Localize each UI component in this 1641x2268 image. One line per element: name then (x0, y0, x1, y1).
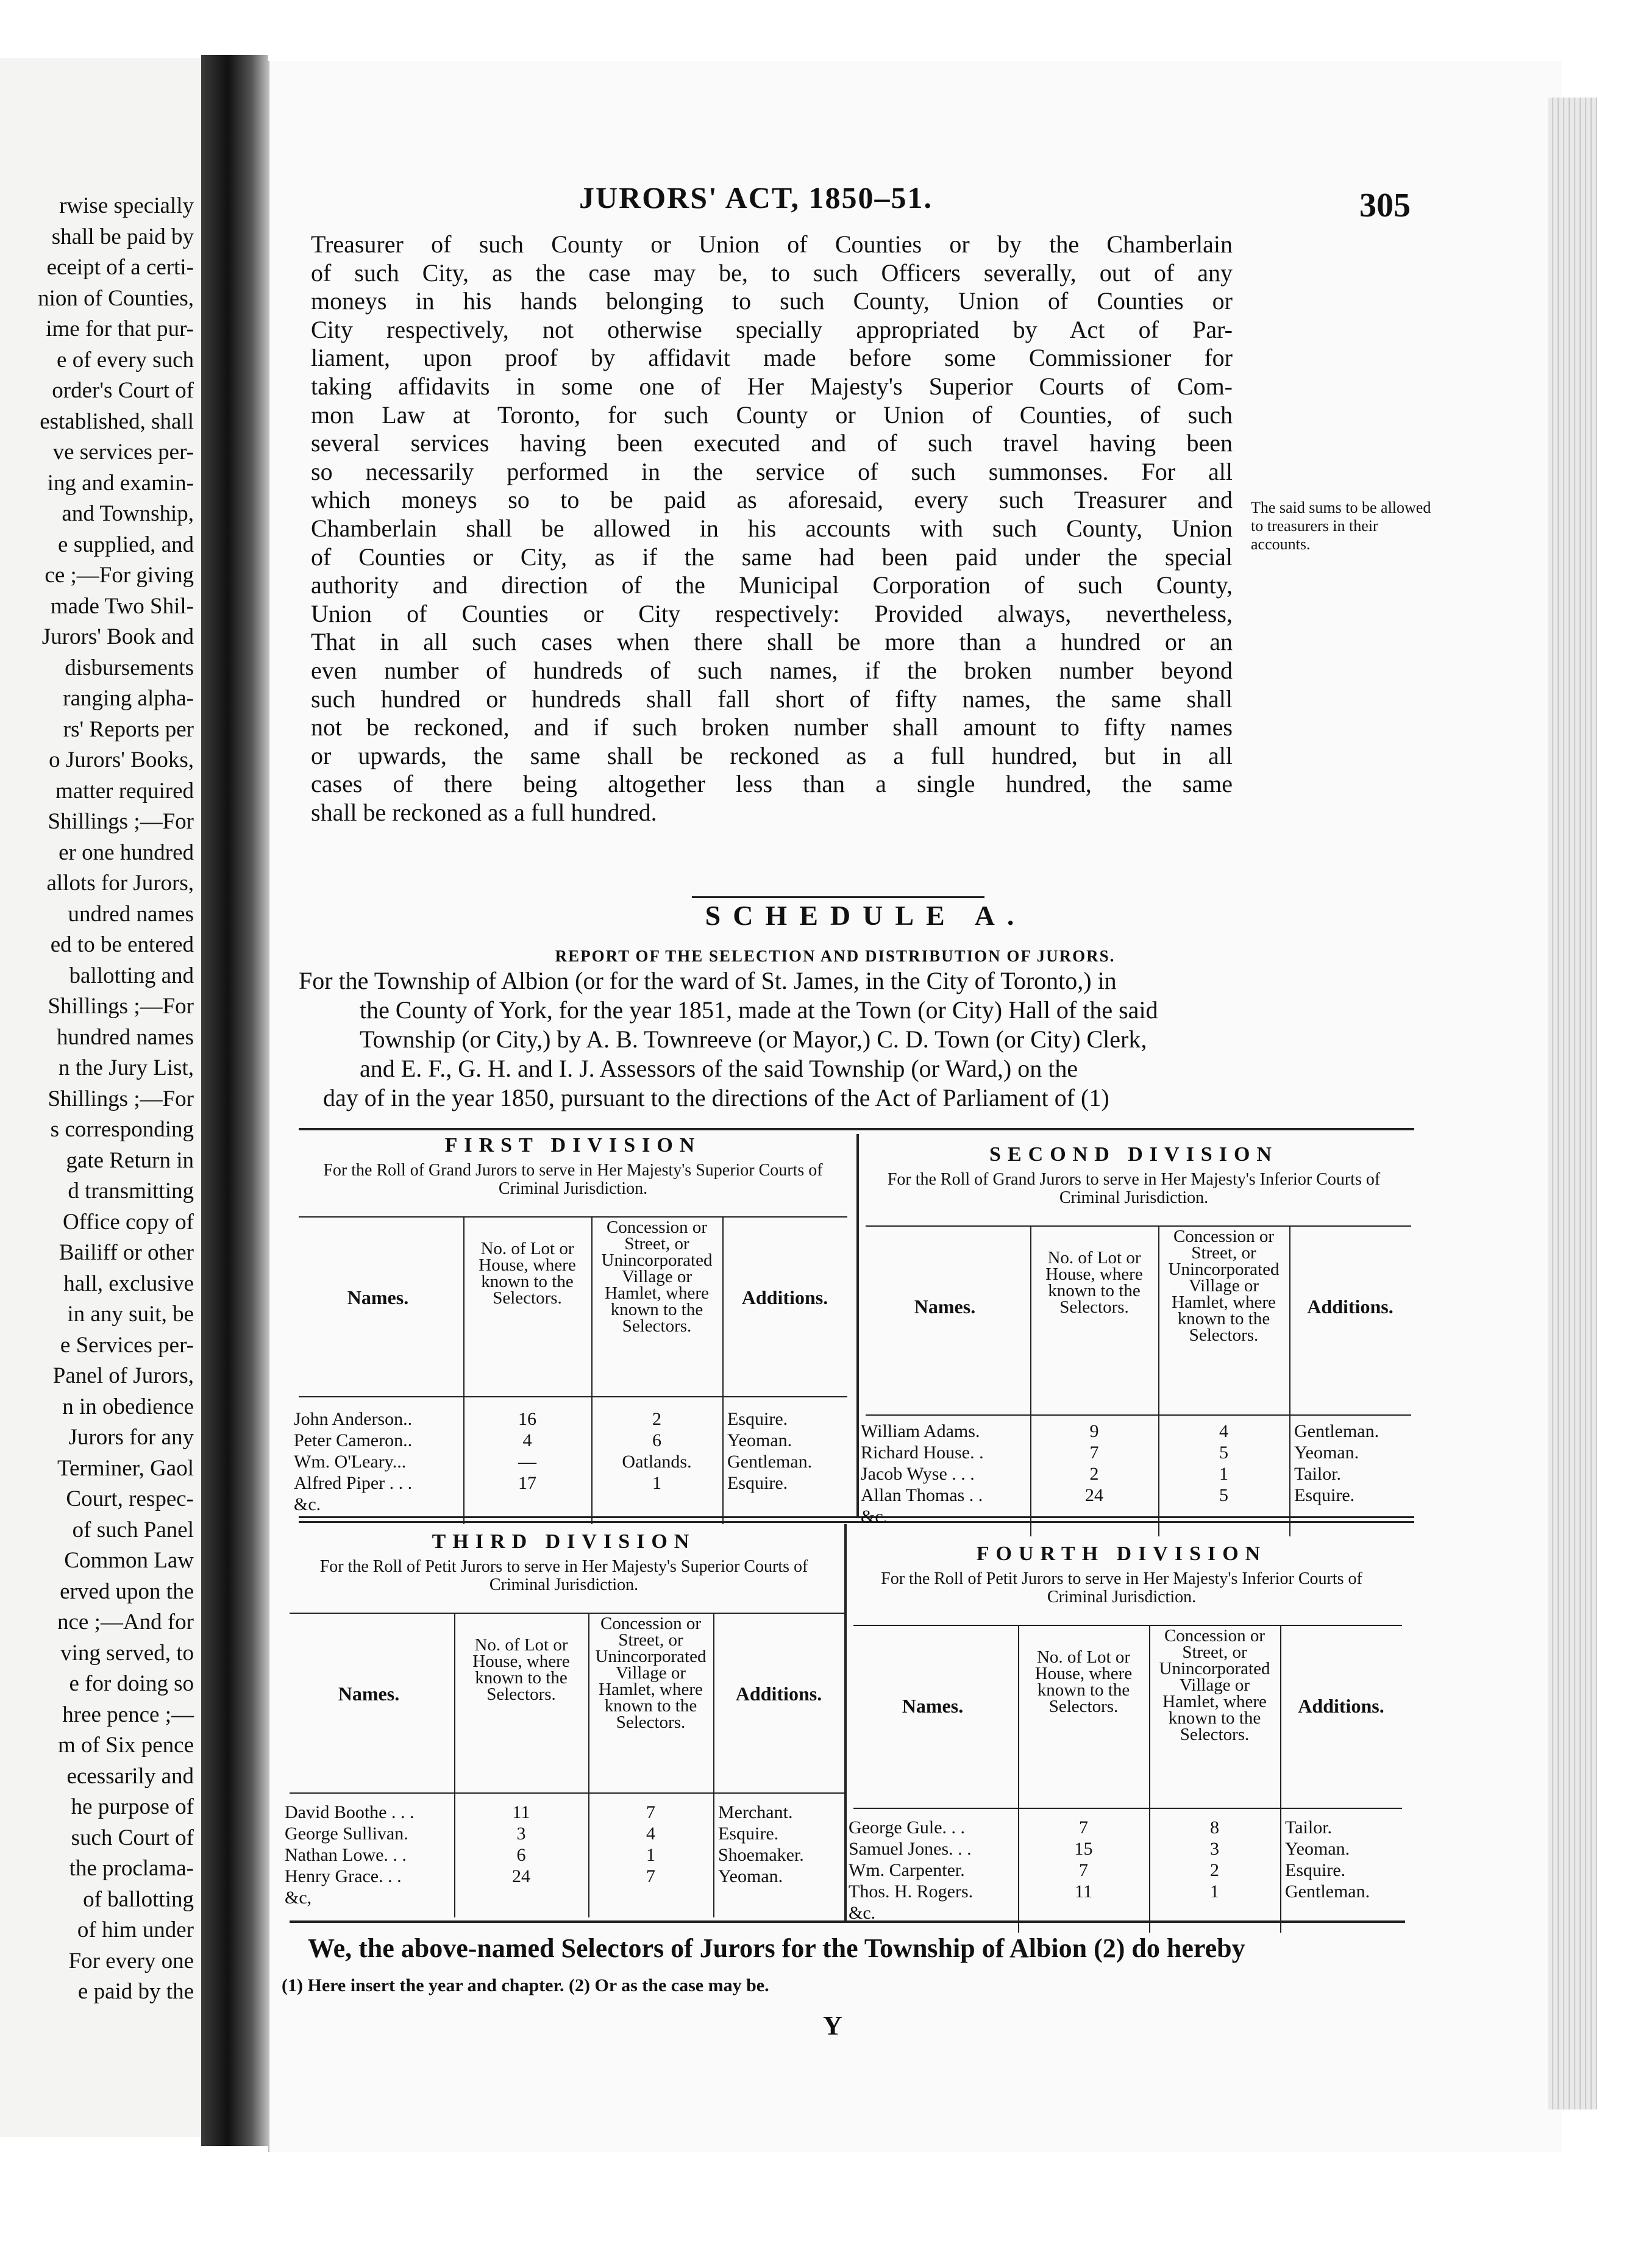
left-page-line: For every one (68, 1948, 194, 1974)
left-page-line: nce ;—And for (57, 1610, 194, 1635)
body-line: Treasurer of such County or Union of Counties or by the Chamberlain (311, 230, 1233, 258)
left-page-line: of such Panel (72, 1517, 194, 1542)
left-page-line: n the Jury List, (59, 1055, 194, 1080)
left-page-line: eceipt of a certi- (46, 255, 194, 280)
left-page-line: n in obedience (62, 1394, 194, 1419)
body-line: authority and direction of the Municipal Corporation of such County, (311, 571, 1233, 599)
left-page-line: matter required (55, 778, 194, 804)
juror-lot: 24 (1085, 1485, 1103, 1505)
body-line: That in all such cases when there shall be more than a hundred or an (311, 628, 1233, 656)
left-page-text (0, 191, 194, 2008)
column-header-additions: Additions. (1307, 1296, 1394, 1318)
column-rule (722, 1216, 724, 1524)
signature-mark: Y (823, 2011, 842, 2041)
juror-lot: 17 (518, 1473, 536, 1493)
left-page-line: hundred names (56, 1024, 194, 1050)
column-divider (844, 1524, 847, 1920)
left-page-line: allots for Jurors, (46, 871, 194, 896)
footnote: (1) Here insert the year and chapter. (2) Or as the case may be. (282, 1975, 769, 1995)
left-page-line: of him under (77, 1917, 194, 1942)
column-header-concession: Concession or Street, or Unincorporated Village or Hamlet, where known to the Selectors. (1159, 1626, 1270, 1744)
juror-name: Allan Thomas . . (861, 1485, 983, 1505)
juror-addition: Gentleman. (727, 1452, 813, 1472)
juror-lot: 2 (1089, 1464, 1099, 1484)
left-page-line: er one hundred (59, 840, 194, 865)
report-line: and E. F., G. H. and I. J. Assessors of the said Township (or Ward,) on the (360, 1055, 1078, 1082)
body-line: which moneys so to be paid as aforesaid, every such Treasurer and (311, 486, 1233, 514)
juror-name: William Adams. (861, 1421, 980, 1441)
column-header-lot: No. of Lot or House, where known to the Selectors. (1045, 1248, 1143, 1317)
page-edges (1548, 98, 1597, 2109)
column-header-lot: No. of Lot or House, where known to the Selectors. (472, 1635, 570, 1704)
juror-lot: 7 (1089, 1442, 1099, 1463)
juror-name: Alfred Piper . . . (294, 1473, 413, 1493)
juror-concession: 1 (1219, 1464, 1228, 1484)
column-header-names: Names. (902, 1695, 964, 1717)
juror-name: George Gule. . . (849, 1817, 966, 1838)
column-rule (713, 1613, 714, 1917)
juror-lot: 9 (1089, 1421, 1099, 1441)
left-page-line: hree pence ;— (62, 1702, 194, 1727)
juror-lot: 24 (512, 1866, 530, 1886)
juror-addition: Gentleman. (1285, 1881, 1370, 1902)
left-page-line: s corresponding (50, 1117, 194, 1142)
header-bottom-rule (299, 1396, 847, 1397)
left-page-line: e paid by the (77, 1979, 194, 2004)
body-line: so necessarily performed in the service of such summonses. For all (311, 457, 1233, 485)
header-bottom-rule (290, 1792, 844, 1794)
column-rule (1280, 1625, 1281, 1933)
left-page-line: erved upon the (60, 1578, 194, 1604)
juror-name: Peter Cameron.. (294, 1430, 413, 1450)
juror-lot: 7 (1079, 1860, 1088, 1880)
juror-concession: 5 (1219, 1442, 1228, 1463)
juror-name: &c, (285, 1888, 312, 1908)
left-page-line: e supplied, and (58, 532, 194, 557)
left-page-line: Shillings ;—For (48, 809, 194, 834)
left-page-line: of ballotting (83, 1886, 194, 1912)
header-top-rule (866, 1225, 1411, 1227)
column-header-additions: Additions. (741, 1286, 828, 1308)
juror-name: David Boothe . . . (285, 1802, 415, 1822)
juror-concession: 1 (646, 1845, 655, 1865)
left-page-line: Court, respec- (66, 1486, 194, 1511)
juror-addition: Tailor. (1285, 1817, 1333, 1838)
juror-lot: 16 (518, 1409, 536, 1429)
left-page-line: nion of Counties, (38, 285, 194, 311)
left-page-line: established, shall (40, 408, 194, 434)
juror-name: John Anderson.. (294, 1409, 413, 1429)
juror-name: &c. (294, 1494, 321, 1514)
left-page-line: undred names (68, 901, 194, 927)
division-description: For the Roll of Grand Jurors to serve in Her Majesty's Inferior Courts of Criminal Jurisdiction. (887, 1170, 1381, 1207)
left-page-line: disbursements (65, 655, 194, 680)
table-top-rule (299, 1128, 1414, 1130)
report-line: Township (or City,) by A. B. Townreeve (or Mayor,) C. D. Town (or City) Clerk, (360, 1025, 1147, 1053)
left-page-line: ing and examin- (47, 470, 194, 496)
body-line: City respectively, not otherwise specially appropriated by Act of Par- (311, 315, 1233, 343)
column-header-additions: Additions. (1298, 1695, 1384, 1717)
left-page-line: e Services per- (60, 1332, 194, 1358)
left-facing-page (0, 58, 201, 2137)
juror-addition: Esquire. (718, 1824, 779, 1844)
left-page-line: ranging alpha- (63, 686, 194, 711)
juror-name: &c. (861, 1507, 888, 1527)
body-line: several services having been executed and of such travel having been (311, 429, 1233, 457)
left-page-line: Office copy of (62, 1209, 194, 1235)
header-bottom-rule (853, 1808, 1402, 1809)
left-page-line: e for doing so (69, 1671, 194, 1696)
juror-lot: 3 (516, 1824, 526, 1844)
juror-concession: 5 (1219, 1485, 1228, 1505)
juror-concession: 6 (652, 1430, 661, 1450)
body-line: such hundred or hundreds shall fall short of fifty names, the same shall (311, 685, 1233, 713)
table-middle-rule (299, 1521, 1414, 1523)
division-title: SECOND DIVISION (989, 1143, 1278, 1166)
juror-addition: Yeoman. (727, 1430, 792, 1450)
left-page-line: o Jurors' Books, (49, 747, 194, 772)
body-line: cases of there being altogether less than a single hundred, the same (311, 770, 1233, 798)
division-description: For the Roll of Petit Jurors to serve in Her Majesty's Inferior Courts of Criminal Jurisdiction. (881, 1569, 1362, 1606)
column-header-lot: No. of Lot or House, where known to the Selectors. (1034, 1647, 1133, 1716)
left-page-line: Jurors' Book and (41, 624, 194, 649)
left-page-line: ed to be entered (50, 932, 194, 957)
juror-addition: Esquire. (727, 1409, 788, 1429)
left-page-line: order's Court of (52, 378, 194, 403)
juror-addition: Yeoman. (718, 1866, 783, 1886)
juror-addition: Tailor. (1294, 1464, 1342, 1484)
left-page-line: shall be paid by (51, 224, 194, 249)
left-page-line: in any suit, be (67, 1302, 194, 1327)
left-page-line: ce ;—For giving (44, 563, 194, 588)
left-page-line: ecessarily and (66, 1763, 194, 1789)
juror-name: Henry Grace. . . (285, 1866, 402, 1886)
juror-name: George Sullivan. (285, 1824, 408, 1844)
left-page-line: Terminer, Gaol (57, 1455, 194, 1481)
column-header-names: Names. (347, 1286, 409, 1308)
juror-addition: Merchant. (718, 1802, 793, 1822)
left-page-line: d transmitting (68, 1179, 194, 1204)
juror-lot: 11 (512, 1802, 530, 1822)
left-page-line: hall, exclusive (63, 1271, 194, 1296)
juror-addition: Yeoman. (1294, 1442, 1359, 1463)
juror-lot: 11 (1075, 1881, 1092, 1902)
left-page-line: such Court of (71, 1825, 194, 1850)
division-title: FOURTH DIVISION (976, 1542, 1267, 1565)
report-intro (299, 966, 1414, 1113)
juror-addition: Gentleman. (1294, 1421, 1379, 1441)
left-page-line: he purpose of (71, 1794, 194, 1819)
juror-addition: Esquire. (727, 1473, 788, 1493)
left-page-line: m of Six pence (58, 1733, 194, 1758)
juror-name: Nathan Lowe. . . (285, 1845, 407, 1865)
juror-concession: 7 (646, 1802, 655, 1822)
juror-concession: 7 (646, 1866, 655, 1886)
body-paragraph (311, 230, 1233, 827)
header-top-rule (290, 1613, 844, 1614)
division-title: FIRST DIVISION (444, 1134, 702, 1157)
running-head: JURORS' ACT, 1850–51. (579, 180, 933, 215)
juror-lot: 15 (1074, 1839, 1093, 1859)
column-header-lot: No. of Lot or House, where known to the Selectors. (479, 1239, 576, 1308)
body-line: of Counties or City, as if the same had been paid under the special (311, 543, 1233, 571)
body-line: even number of hundreds of such names, if the broken number beyond (311, 656, 1233, 684)
column-divider (856, 1134, 859, 1518)
body-line: of such City, as the case may be, to such Officers severally, out of any (311, 259, 1233, 287)
division-description: For the Roll of Grand Jurors to serve in Her Majesty's Superior Courts of Criminal Jurisdiction. (323, 1161, 823, 1198)
report-line: For the Township of Albion (or for the ward of St. James, in the City of Toronto,) in (299, 967, 1117, 994)
juror-concession: 3 (1210, 1839, 1219, 1859)
left-page-line: gate Return in (66, 1147, 194, 1173)
report-line: the County of York, for the year 1851, made at the Town (or City) Hall of the said (360, 996, 1158, 1024)
juror-concession: 1 (1210, 1881, 1219, 1902)
header-top-rule (853, 1625, 1402, 1626)
juror-concession: 8 (1210, 1817, 1219, 1838)
body-line: Union of Counties or City respectively: Provided always, nevertheless, (311, 599, 1233, 627)
column-header-names: Names. (338, 1683, 400, 1705)
left-page-line: Bailiff or other (59, 1240, 194, 1265)
body-line: not be reckoned, and if such broken number shall amount to fifty names (311, 713, 1233, 741)
juror-name: Richard House. . (861, 1442, 984, 1463)
left-page-line: made Two Shil- (50, 593, 194, 619)
left-page-line: Jurors for any (68, 1425, 194, 1450)
left-page-line: ballotting and (69, 963, 194, 988)
column-header-concession: Concession or Street, or Unincorporated Village or Hamlet, where known to the Selectors. (595, 1614, 707, 1732)
juror-addition: Esquire. (1285, 1860, 1346, 1880)
left-page-line: ve services per- (52, 440, 194, 465)
left-page-line: ime for that pur- (46, 316, 194, 341)
left-page-line: the proclama- (69, 1856, 194, 1881)
schedule-subtitle: REPORT OF THE SELECTION AND DISTRIBUTION OF JURORS. (555, 947, 1116, 965)
division-description: For the Roll of Petit Jurors to serve in Her Majesty's Superior Courts of Criminal Jurisdiction. (319, 1557, 808, 1594)
juror-name: Thos. H. Rogers. (849, 1881, 974, 1902)
juror-addition: Shoemaker. (718, 1845, 804, 1865)
body-line: moneys in his hands belonging to such County, Union of Counties or (311, 287, 1233, 315)
juror-lot: — (518, 1452, 536, 1472)
report-line: day of in the year 1850, pursuant to the directions of the Act of Parliament of (1) (323, 1084, 1109, 1111)
left-page-line: Shillings ;—For (48, 994, 194, 1019)
left-page-line: Common Law (64, 1548, 194, 1573)
page-number: 305 (1359, 187, 1411, 224)
column-header-concession: Concession or Street, or Unincorporated Village or Hamlet, where known to the Selectors. (601, 1218, 713, 1336)
juror-concession: 4 (646, 1824, 655, 1844)
column-header-additions: Additions. (735, 1683, 822, 1705)
body-line: Chamberlain shall be allowed in his accounts with such County, Union (311, 514, 1233, 542)
left-page-line: e of every such (57, 347, 194, 373)
juror-name: Jacob Wyse . . . (861, 1464, 975, 1484)
body-line: taking affidavits in some one of Her Majesty's Superior Courts of Com- (311, 372, 1233, 400)
margin-note: The said sums to be allowed to treasurers in their accounts. (1251, 499, 1431, 553)
juror-addition: Yeoman. (1285, 1839, 1350, 1859)
header-top-rule (299, 1216, 847, 1218)
closing-line: We, the above-named Selectors of Jurors for the Township of Albion (2) do hereby (308, 1933, 1245, 1963)
schedule-title: SCHEDULE A. (705, 900, 1027, 931)
juror-concession: 2 (652, 1409, 661, 1429)
juror-concession: Oatlands. (622, 1452, 692, 1472)
body-line: liament, upon proof by affidavit made before some Commissioner for (311, 344, 1233, 372)
left-page-line: and Township, (62, 501, 194, 526)
section-rule (692, 896, 984, 898)
body-line: or upwards, the same shall be reckoned as a full hundred, but in all (311, 741, 1233, 769)
body-line: mon Law at Toronto, for such County or Union of Counties, of such (311, 401, 1233, 429)
left-page-line: rwise specially (59, 193, 194, 218)
juror-concession: 1 (652, 1473, 661, 1493)
body-line: shall be reckoned as a full hundred. (311, 798, 657, 826)
juror-name: Samuel Jones. . . (849, 1839, 972, 1859)
juror-lot: 6 (516, 1845, 526, 1865)
left-page-line: Panel of Jurors, (52, 1363, 194, 1388)
left-page-line: rs' Reports per (63, 716, 194, 742)
juror-name: Wm. O'Leary... (294, 1452, 407, 1472)
left-page-line: Shillings ;—For (48, 1086, 194, 1111)
juror-addition: Esquire. (1294, 1485, 1355, 1505)
header-bottom-rule (866, 1414, 1411, 1416)
juror-lot: 4 (522, 1430, 532, 1450)
left-page-line: ving served, to (60, 1640, 194, 1666)
juror-name: Wm. Carpenter. (849, 1860, 965, 1880)
column-header-concession: Concession or Street, or Unincorporated Village or Hamlet, where known to the Selectors. (1168, 1227, 1280, 1345)
juror-concession: 4 (1219, 1421, 1228, 1441)
column-header-names: Names. (914, 1296, 976, 1318)
book-gutter (201, 55, 268, 2146)
division-title: THIRD DIVISION (432, 1530, 696, 1553)
juror-concession: 2 (1210, 1860, 1219, 1880)
juror-name: &c. (849, 1903, 876, 1923)
table-bottom-rule (290, 1920, 1405, 1923)
column-rule (1289, 1225, 1290, 1536)
juror-lot: 7 (1079, 1817, 1088, 1838)
